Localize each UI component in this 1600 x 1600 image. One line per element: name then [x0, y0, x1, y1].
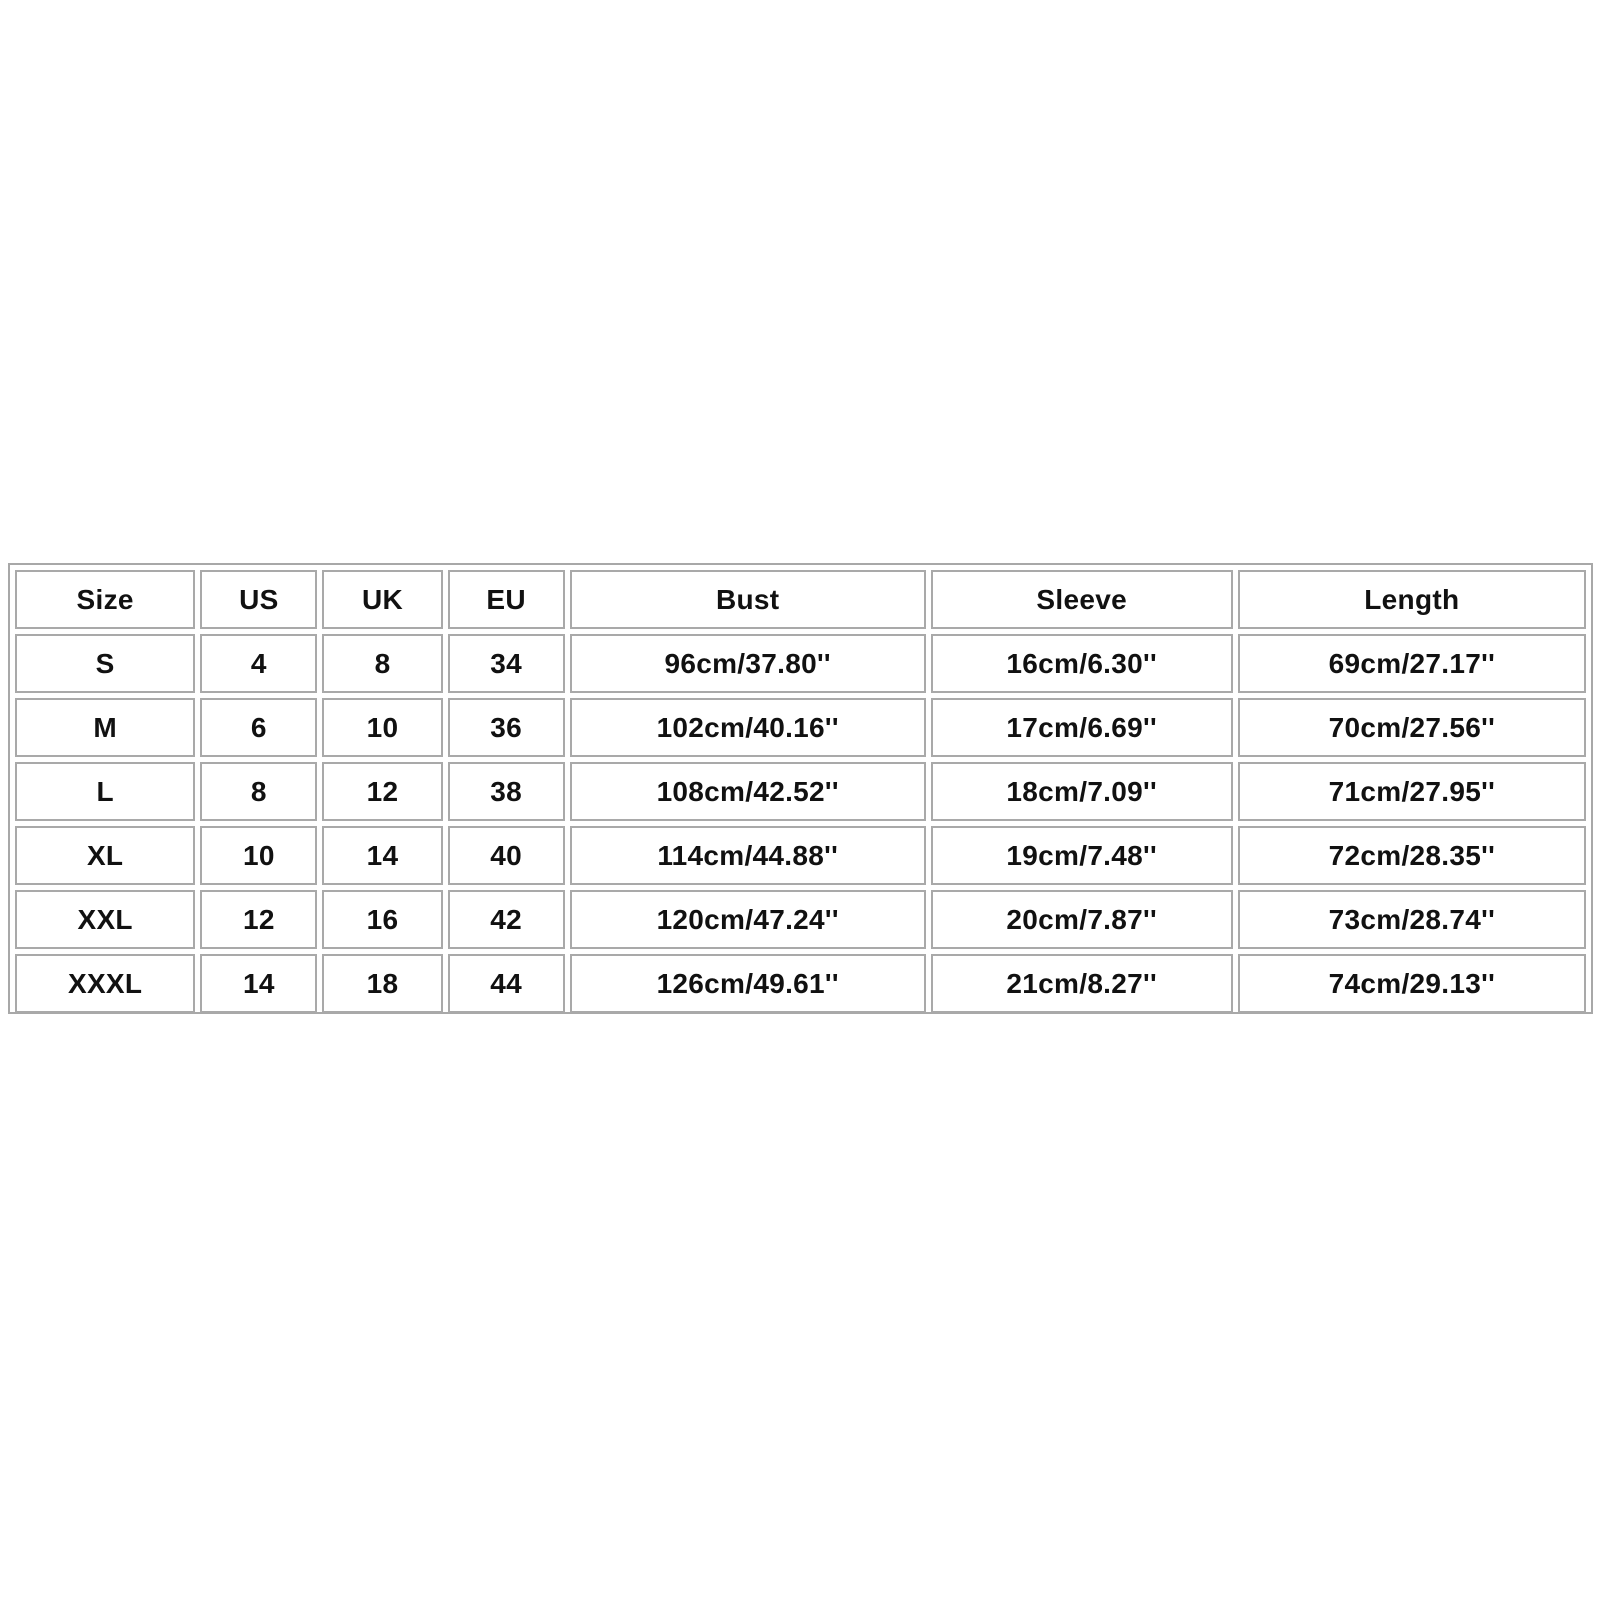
- cell-us: 10: [200, 826, 317, 885]
- cell-size: S: [15, 634, 195, 693]
- cell-uk: 12: [322, 762, 442, 821]
- cell-eu: 36: [448, 698, 565, 757]
- table-row: [15, 634, 1586, 693]
- cell-size: M: [15, 698, 195, 757]
- cell-sleeve: 18cm/7.09'': [931, 762, 1233, 821]
- cell-length: 70cm/27.56'': [1238, 698, 1586, 757]
- cell-uk: 10: [322, 698, 442, 757]
- header-length: Length: [1238, 570, 1586, 629]
- cell-us: 12: [200, 890, 317, 949]
- cell-length: 73cm/28.74'': [1238, 890, 1586, 949]
- header-sleeve: Sleeve: [931, 570, 1233, 629]
- header-eu: EU: [448, 570, 565, 629]
- header-bust: Bust: [570, 570, 926, 629]
- cell-length: 69cm/27.17'': [1238, 634, 1586, 693]
- header-row: [15, 570, 1586, 629]
- cell-size: L: [15, 762, 195, 821]
- cell-us: 6: [200, 698, 317, 757]
- cell-sleeve: 16cm/6.30'': [931, 634, 1233, 693]
- cell-eu: 40: [448, 826, 565, 885]
- cell-us: 8: [200, 762, 317, 821]
- cell-eu: 42: [448, 890, 565, 949]
- cell-sleeve: 19cm/7.48'': [931, 826, 1233, 885]
- cell-us: 14: [200, 954, 317, 1013]
- cell-length: 74cm/29.13'': [1238, 954, 1586, 1013]
- cell-uk: 16: [322, 890, 442, 949]
- cell-eu: 34: [448, 634, 565, 693]
- cell-sleeve: 21cm/8.27'': [931, 954, 1233, 1013]
- cell-eu: 38: [448, 762, 565, 821]
- cell-us: 4: [200, 634, 317, 693]
- table-row: [15, 698, 1586, 757]
- header-size: Size: [15, 570, 195, 629]
- cell-bust: 96cm/37.80'': [570, 634, 926, 693]
- cell-length: 72cm/28.35'': [1238, 826, 1586, 885]
- table-row: [15, 826, 1586, 885]
- size-chart: [8, 563, 1593, 1014]
- table-row: [15, 954, 1586, 1013]
- cell-size: XL: [15, 826, 195, 885]
- cell-uk: 14: [322, 826, 442, 885]
- cell-bust: 120cm/47.24'': [570, 890, 926, 949]
- cell-uk: 18: [322, 954, 442, 1013]
- table-row: [15, 762, 1586, 821]
- cell-size: XXL: [15, 890, 195, 949]
- cell-bust: 126cm/49.61'': [570, 954, 926, 1013]
- cell-bust: 114cm/44.88'': [570, 826, 926, 885]
- cell-eu: 44: [448, 954, 565, 1013]
- cell-bust: 102cm/40.16'': [570, 698, 926, 757]
- cell-length: 71cm/27.95'': [1238, 762, 1586, 821]
- table-row: [15, 890, 1586, 949]
- cell-sleeve: 17cm/6.69'': [931, 698, 1233, 757]
- cell-sleeve: 20cm/7.87'': [931, 890, 1233, 949]
- header-us: US: [200, 570, 317, 629]
- cell-size: XXXL: [15, 954, 195, 1013]
- cell-uk: 8: [322, 634, 442, 693]
- cell-bust: 108cm/42.52'': [570, 762, 926, 821]
- size-table: [10, 565, 1591, 1018]
- header-uk: UK: [322, 570, 442, 629]
